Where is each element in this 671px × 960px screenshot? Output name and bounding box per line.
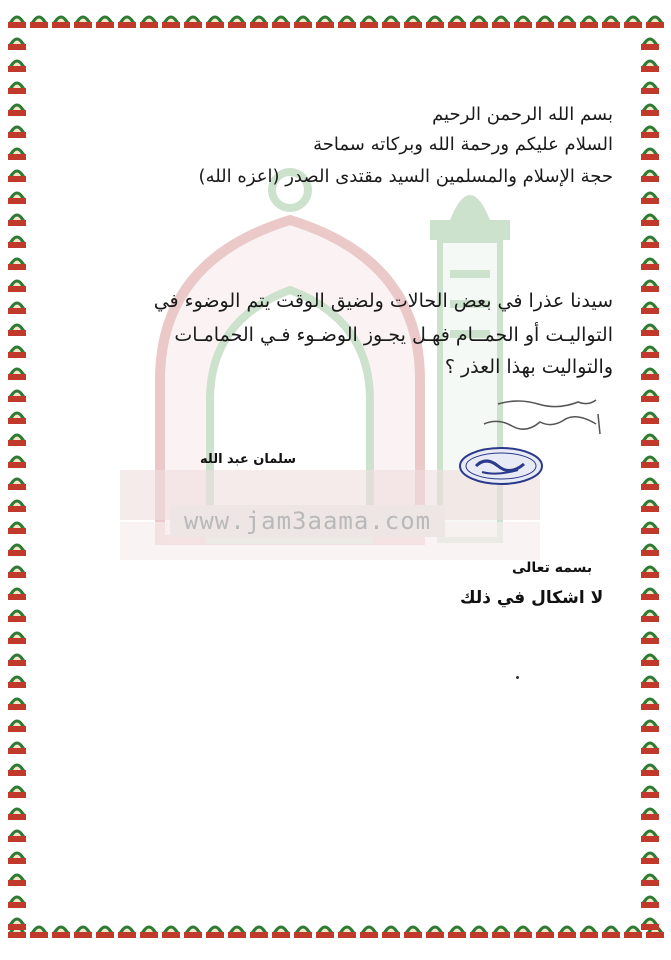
- border-tile: [8, 610, 26, 623]
- border-tile: [162, 16, 180, 29]
- border-tile: [404, 16, 422, 29]
- border-tile: [96, 16, 114, 29]
- border-tile: [8, 170, 26, 183]
- border-tile: [641, 610, 659, 623]
- border-tile: [580, 926, 598, 939]
- border-tile: [641, 302, 659, 315]
- border-tile: [8, 60, 26, 73]
- decorative-border-right: [631, 0, 669, 944]
- border-tile: [641, 478, 659, 491]
- border-tile: [228, 16, 246, 29]
- border-tile: [404, 926, 422, 939]
- border-tile: [641, 434, 659, 447]
- border-tile: [228, 926, 246, 939]
- border-tile: [641, 632, 659, 645]
- border-tile: [338, 16, 356, 29]
- border-tile: [360, 16, 378, 29]
- border-tile: [641, 544, 659, 557]
- border-tile: [558, 926, 576, 939]
- border-tile: [8, 104, 26, 117]
- question-line-1: سيدنا عذرا في بعض الحالات ولضيق الوقت يتم الوضوء في: [153, 290, 613, 312]
- border-tile: [316, 16, 334, 29]
- border-tile: [8, 368, 26, 381]
- border-tile: [8, 302, 26, 315]
- question-line-3: والتواليت بهذا العذر ؟: [444, 356, 613, 378]
- border-tile: [426, 16, 444, 29]
- border-tile: [8, 764, 26, 777]
- border-tile: [641, 214, 659, 227]
- border-tile: [140, 16, 158, 29]
- border-tile: [8, 192, 26, 205]
- decorative-border-bottom: [0, 914, 671, 944]
- border-tile: [641, 698, 659, 711]
- border-tile: [8, 918, 26, 931]
- border-tile: [641, 236, 659, 249]
- border-tile: [316, 926, 334, 939]
- border-tile: [8, 566, 26, 579]
- border-tile: [8, 522, 26, 535]
- answer-heading: بسمه تعالى: [512, 560, 593, 576]
- border-tile: [8, 38, 26, 51]
- border-tile: [641, 38, 659, 51]
- border-tile: [8, 632, 26, 645]
- border-tile: [8, 434, 26, 447]
- border-tile: [96, 926, 114, 939]
- handwritten-note: [478, 392, 608, 437]
- border-tile: [184, 16, 202, 29]
- border-tile: [74, 16, 92, 29]
- decorative-border-top: [0, 0, 671, 34]
- border-tile: [641, 390, 659, 403]
- border-tile: [206, 926, 224, 939]
- official-seal-stamp: [458, 446, 544, 486]
- border-tile: [382, 16, 400, 29]
- border-tile: [52, 16, 70, 29]
- border-tile: [641, 874, 659, 887]
- border-tile: [641, 104, 659, 117]
- border-tile: [641, 654, 659, 667]
- border-tile: [8, 500, 26, 513]
- border-tile: [641, 82, 659, 95]
- border-tile: [641, 676, 659, 689]
- border-tile: [492, 926, 510, 939]
- border-tile: [8, 896, 26, 909]
- border-tile: [641, 60, 659, 73]
- border-tile: [8, 126, 26, 139]
- question-line-2: التواليـت أو الحمــام فهـل يجـوز الوضـوء فـي الحمامـات: [174, 324, 613, 346]
- border-tile: [8, 808, 26, 821]
- border-tile: [641, 500, 659, 513]
- border-tile: [641, 368, 659, 381]
- border-tile: [360, 926, 378, 939]
- greeting-line-2: السلام عليكم ورحمة الله وبركاته سماحة: [313, 134, 613, 155]
- border-tile: [641, 522, 659, 535]
- border-tile: [602, 926, 620, 939]
- border-tile: [514, 926, 532, 939]
- border-tile: [250, 926, 268, 939]
- greeting-line-3: حجة الإسلام والمسلمين السيد مقتدى الصدر (اعزه الله): [198, 166, 613, 187]
- watermark-url: www.jam3aama.com: [170, 505, 445, 537]
- border-tile: [641, 346, 659, 359]
- greeting-line-1: بسم الله الرحمن الرحيم: [432, 104, 613, 125]
- border-tile: [641, 830, 659, 843]
- border-tile: [8, 742, 26, 755]
- border-tile: [8, 236, 26, 249]
- border-tile: [580, 16, 598, 29]
- border-tile: [8, 786, 26, 799]
- border-tile: [641, 720, 659, 733]
- border-tile: [8, 852, 26, 865]
- border-tile: [8, 720, 26, 733]
- border-tile: [641, 280, 659, 293]
- border-tile: [536, 926, 554, 939]
- border-tile: [641, 588, 659, 601]
- border-tile: [558, 16, 576, 29]
- border-tile: [641, 258, 659, 271]
- border-tile: [8, 148, 26, 161]
- border-tile: [536, 16, 554, 29]
- border-tile: [8, 676, 26, 689]
- border-tile: [8, 456, 26, 469]
- border-tile: [272, 926, 290, 939]
- border-tile: [602, 16, 620, 29]
- border-tile: [641, 324, 659, 337]
- border-tile: [641, 148, 659, 161]
- border-tile: [448, 16, 466, 29]
- decorative-border-left: [0, 0, 34, 944]
- border-tile: [514, 16, 532, 29]
- border-tile: [52, 926, 70, 939]
- border-tile: [8, 412, 26, 425]
- border-tile: [8, 588, 26, 601]
- border-tile: [641, 742, 659, 755]
- border-tile: [641, 126, 659, 139]
- border-tile: [641, 764, 659, 777]
- border-tile: [8, 544, 26, 557]
- border-tile: [641, 896, 659, 909]
- answer-text: لا اشكال في ذلك: [460, 588, 604, 608]
- border-tile: [294, 926, 312, 939]
- border-tile: [8, 698, 26, 711]
- border-tile: [8, 346, 26, 359]
- border-tile: [8, 324, 26, 337]
- border-tile: [118, 16, 136, 29]
- border-tile: [184, 926, 202, 939]
- border-tile: [338, 926, 356, 939]
- border-tile: [492, 16, 510, 29]
- border-tile: [641, 808, 659, 821]
- border-tile: [8, 82, 26, 95]
- border-tile: [641, 412, 659, 425]
- border-tile: [206, 16, 224, 29]
- border-tile: [8, 390, 26, 403]
- border-tile: [74, 926, 92, 939]
- border-tile: [641, 786, 659, 799]
- border-tile: [641, 456, 659, 469]
- border-tile: [8, 280, 26, 293]
- border-tile: [8, 874, 26, 887]
- border-tile: [8, 258, 26, 271]
- border-tile: [8, 654, 26, 667]
- border-tile: [118, 926, 136, 939]
- border-tile: [470, 16, 488, 29]
- border-tile: [426, 926, 444, 939]
- border-tile: [250, 16, 268, 29]
- border-tile: [641, 566, 659, 579]
- border-tile: [641, 918, 659, 931]
- border-tile: [140, 926, 158, 939]
- border-tile: [641, 170, 659, 183]
- border-tile: [641, 192, 659, 205]
- border-tile: [8, 478, 26, 491]
- signer-name: سلمان عبد الله: [200, 452, 297, 467]
- border-tile: [8, 830, 26, 843]
- border-tile: [272, 16, 290, 29]
- border-tile: [162, 926, 180, 939]
- ink-dot: [516, 676, 519, 679]
- border-tile: [294, 16, 312, 29]
- border-tile: [470, 926, 488, 939]
- border-tile: [8, 214, 26, 227]
- border-tile: [382, 926, 400, 939]
- border-tile: [641, 852, 659, 865]
- border-tile: [448, 926, 466, 939]
